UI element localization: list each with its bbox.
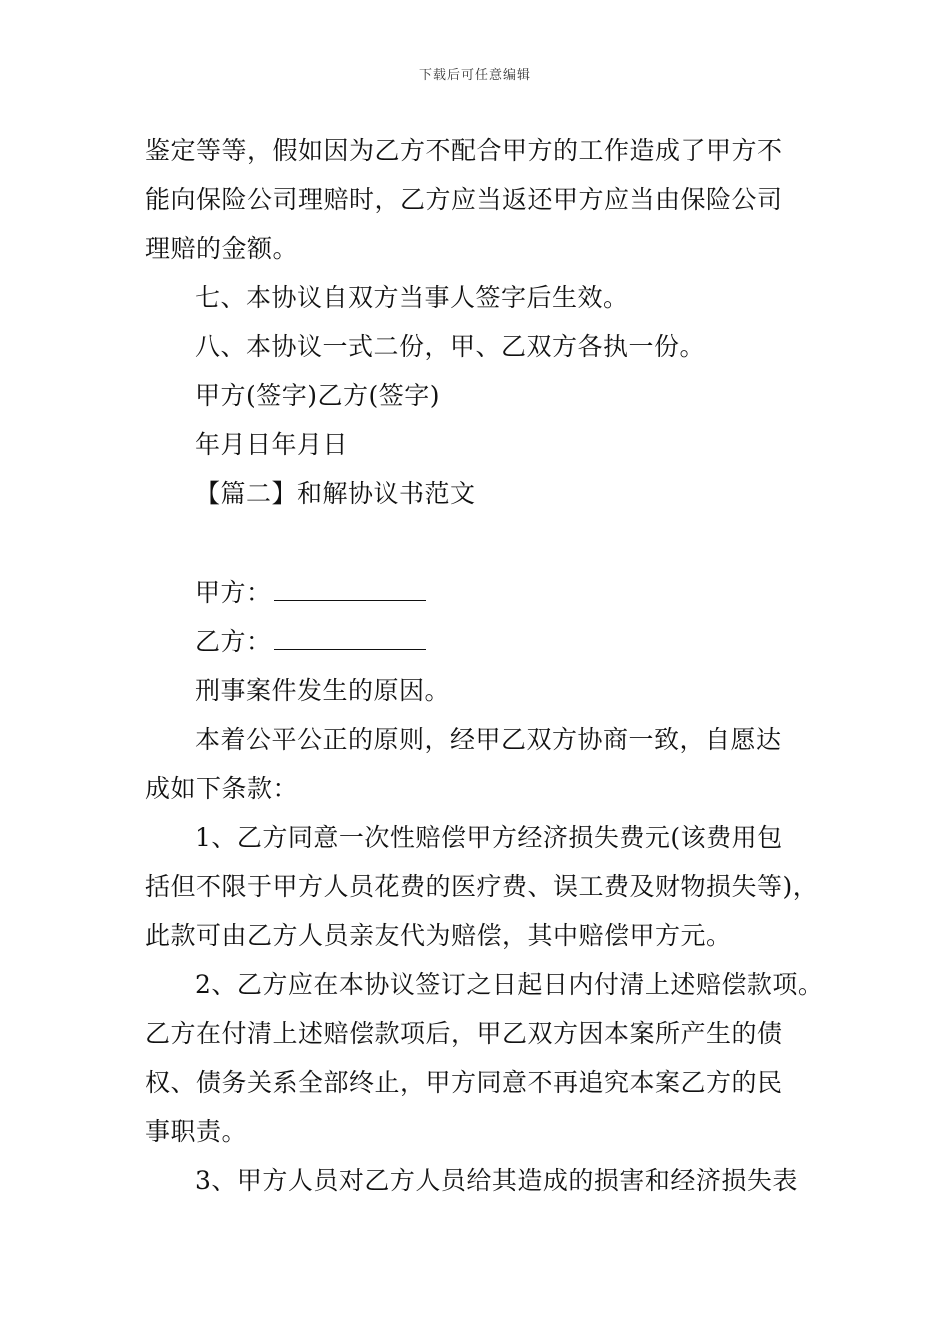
text-line: 能向保险公司理赔时，乙方应当返还甲方应当由保险公司 xyxy=(145,185,783,214)
page-header: 下载后可任意编辑 xyxy=(418,68,531,83)
document-body xyxy=(145,126,825,1205)
text-line: 本着公平公正的原则，经甲乙双方协商一致，自愿达 xyxy=(195,725,782,754)
blank-spacer xyxy=(145,518,825,568)
text-line: 鉴定等等，假如因为乙方不配合甲方的工作造成了甲方不 xyxy=(145,136,783,165)
party-a-label: 甲方： xyxy=(195,578,272,607)
clause-three: 3、甲方人员对乙方人员给其造成的损害和经济损失表 xyxy=(195,1166,798,1195)
text-line: 此款可由乙方人员亲友代为赔偿，其中赔偿甲方元。 xyxy=(145,921,732,950)
case-cause: 刑事案件发生的原因。 xyxy=(195,676,451,705)
text-line: 理赔的金额。 xyxy=(145,234,299,263)
clause-two: 2、乙方应在本协议签订之日起日内付清上述赔偿款项。 xyxy=(195,970,824,999)
party-b-row xyxy=(145,617,825,666)
party-b-blank xyxy=(274,627,426,650)
clause-seven: 七、本协议自双方当事人签字后生效。 xyxy=(195,283,629,312)
date-line: 年月日年月日 xyxy=(195,430,349,459)
text-line: 权、债务关系全部终止，甲方同意不再追究本案乙方的民 xyxy=(145,1068,783,1097)
clause-eight: 八、本协议一式二份，甲、乙双方各执一份。 xyxy=(195,332,706,361)
text-line: 事职责。 xyxy=(145,1117,248,1146)
party-b-label: 乙方： xyxy=(195,627,272,656)
signature-line: 甲方(签字)乙方(签字) xyxy=(195,381,441,410)
party-a-blank xyxy=(274,578,426,601)
party-a-row xyxy=(145,568,825,617)
text-line: 成如下条款： xyxy=(145,774,299,803)
text-line: 括但不限于甲方人员花费的医疗费、误工费及财物损失等)， xyxy=(145,872,819,901)
section-title: 【篇二】和解协议书范文 xyxy=(195,479,476,508)
text-line: 乙方在付清上述赔偿款项后，甲乙双方因本案所产生的债 xyxy=(145,1019,783,1048)
clause-one: 1、乙方同意一次性赔偿甲方经济损失费元(该费用包 xyxy=(195,823,783,852)
